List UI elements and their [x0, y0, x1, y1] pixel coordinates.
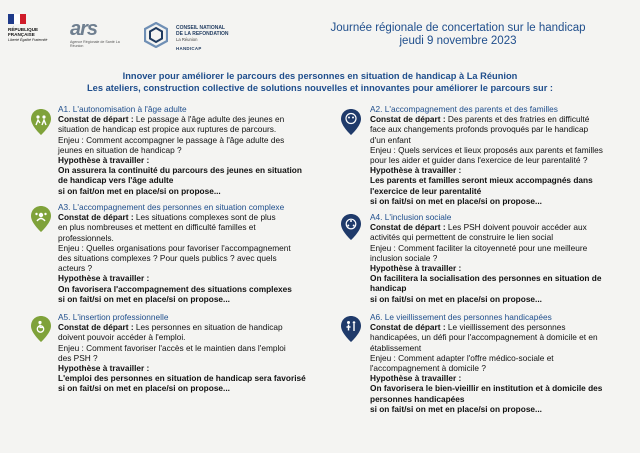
- intro-line-1: Innover pour améliorer le parcours des personnes en situation de handicap à La Réunion: [122, 71, 518, 81]
- workshop-title: A1. L'autonomisation à l'âge adulte: [58, 104, 187, 114]
- workshop-title: A6. Le vieillissement des personnes handicapées: [370, 312, 552, 322]
- constat-line: [58, 114, 302, 124]
- enjeu-text: des PSH ?: [58, 352, 98, 363]
- enjeu-text: Comment adapter l'offre médico-sociale et: [398, 352, 554, 363]
- workshop-block-4: [370, 212, 601, 304]
- cnr-line-3: La Réunion: [176, 37, 198, 42]
- constat-text: doivent pouvoir accéder à l'emploi.: [58, 332, 186, 343]
- autonomy-icon: [30, 108, 52, 136]
- constat-line: [58, 322, 306, 332]
- event-header: [328, 22, 588, 48]
- intro-heading: [0, 70, 640, 94]
- cnr-line-1: CONSEIL NATIONAL: [176, 25, 225, 31]
- closing-text: si on fait/si on met en place/si on propose...: [370, 293, 542, 304]
- event-title: Journée régionale de concertation sur le handicap: [330, 22, 586, 34]
- hypothesis-text: On favorisera l'accompagnement des situations complexes: [58, 283, 292, 294]
- closing-text: si on fait/si on met en place/si on propose...: [58, 293, 230, 304]
- cnr-line-4: HANDICAP: [176, 46, 202, 51]
- republique-line-1: RÉPUBLIQUE: [8, 27, 39, 32]
- ars-logo: [70, 20, 130, 48]
- constat-line: [370, 114, 603, 124]
- hypothesis-label: Hypothèse à travailler :: [58, 363, 150, 374]
- intro-line-2: Les ateliers, construction collective de solutions nouvelles et innovantes pour améliorer le parcours sur :: [86, 83, 553, 93]
- hypothesis-text: On assurera la continuité du parcours des jeunes en situation: [58, 165, 302, 176]
- workshop-block-5: [58, 312, 306, 394]
- enjeu-label: Enjeu :: [58, 134, 84, 145]
- ars-subtitle: Agence Régionale de Santé La Réunion: [70, 40, 120, 48]
- constat-label: Constat de départ :: [370, 222, 446, 233]
- hypothesis-text: personnes handicapées: [370, 393, 465, 404]
- enjeu-line: [370, 353, 602, 363]
- constat-line: [58, 212, 292, 222]
- hypothesis-text: Les parents et familles seront mieux accompagnés dans: [370, 175, 593, 186]
- enjeu-line: [58, 135, 302, 145]
- constat-text: face aux changements profonds provoqués par le handicap: [370, 124, 589, 135]
- hypothesis-text: de handicap vers l'âge adulte: [58, 175, 174, 186]
- constat-text: Les personnes en situation de handicap: [135, 322, 283, 333]
- constat-line: [370, 322, 602, 332]
- constat-line: [370, 222, 601, 232]
- constat-text: Le passage à l'âge adulte des jeunes en: [135, 114, 285, 125]
- constat-text: établissement: [370, 342, 422, 353]
- workshop-title: A2. L'accompagnement des parents et des familles: [370, 104, 558, 114]
- constat-text: Le vieillissement des personnes: [447, 322, 566, 333]
- enjeu-text: inclusion sociale ?: [370, 252, 438, 263]
- enjeu-line: [58, 243, 292, 253]
- hypothesis-text: L'emploi des personnes en situation de handicap sera favorisé: [58, 373, 306, 384]
- constat-text: activités qui permettent de construire le lien social: [370, 232, 554, 243]
- enjeu-text: Quels services et lieux proposés aux parents et familles: [398, 144, 603, 155]
- event-date: jeudi 9 novembre 2023: [399, 35, 517, 47]
- constat-label: Constat de départ :: [370, 114, 446, 125]
- enjeu-text: acteurs ?: [58, 263, 93, 274]
- enjeu-text: pour les aider et guider dans l'exercice de leur parentalité ?: [370, 155, 588, 166]
- closing-text: si on fait/si on met en place/si on propose...: [370, 195, 542, 206]
- hypothesis-label: Hypothèse à travailler :: [370, 373, 462, 384]
- marianne-flag-icon: [8, 14, 26, 24]
- enjeu-label: Enjeu :: [370, 144, 396, 155]
- constat-text: Les PSH doivent pouvoir accéder aux: [447, 222, 587, 233]
- ars-wordmark: ars: [70, 18, 98, 40]
- workshop-title: A5. L'insertion professionnelle: [58, 312, 169, 322]
- workshop-block-6: [370, 312, 602, 414]
- hypothesis-label: Hypothèse à travailler :: [58, 273, 150, 284]
- constat-text: en plus nombreuses et mettent en difficulté familles et: [58, 222, 256, 233]
- enjeu-line: [58, 343, 306, 353]
- constat-label: Constat de départ :: [58, 114, 134, 125]
- hypothesis-label: Hypothèse à travailler :: [370, 165, 462, 176]
- enjeu-text: jeunes en situation de handicap ?: [58, 144, 182, 155]
- constat-label: Constat de départ :: [58, 212, 134, 223]
- complex-situations-icon: [30, 205, 52, 233]
- workshop-block-2: [370, 104, 603, 206]
- hypothesis-text: On favorisera le bien-vieillir en institution et à domicile des: [370, 383, 603, 394]
- enjeu-text: Quelles organisations pour favoriser l'accompagnement: [86, 242, 291, 253]
- social-inclusion-icon: [340, 213, 362, 241]
- republique-motto: Liberté Égalité Fraternité: [8, 38, 48, 42]
- closing-text: si on fait/si on met en place/si on propose...: [370, 403, 542, 414]
- constat-text: d'un enfant: [370, 134, 411, 145]
- republique-francaise-logo: [8, 14, 56, 42]
- professional-insertion-icon: [30, 315, 52, 343]
- cnr-logo: [144, 22, 264, 52]
- cnr-hexagon-icon: [144, 22, 168, 48]
- workshop-block-1: [58, 104, 302, 196]
- enjeu-line: [370, 145, 603, 155]
- enjeu-label: Enjeu :: [58, 242, 84, 253]
- hypothesis-text: On facilitera la socialisation des personnes en situation de: [370, 273, 602, 284]
- enjeu-text: Comment faciliter la citoyenneté pour une meilleure: [398, 242, 588, 253]
- closing-text: si on fait/on met en place/si on propose...: [58, 185, 221, 196]
- constat-label: Constat de départ :: [58, 322, 134, 333]
- constat-text: Des parents et des fratries en difficulté: [447, 114, 590, 125]
- closing-text: si on fait/si on met en place/si on propose...: [58, 383, 230, 394]
- parents-icon: [340, 108, 362, 136]
- workshop-title: A4. L'inclusion sociale: [370, 212, 452, 222]
- enjeu-text: Comment accompagner le passage à l'âge adulte des: [86, 134, 285, 145]
- constat-text: handicapées, un défi pour l'accompagnement à domicile et en: [370, 332, 598, 343]
- constat-label: Constat de départ :: [370, 322, 446, 333]
- enjeu-line: [370, 243, 601, 253]
- workshop-title: A3. L'accompagnement des personnes en situation complexe: [58, 202, 285, 212]
- enjeu-text: Comment favoriser l'accès et le maintien dans l'emploi: [86, 342, 286, 353]
- enjeu-text: des situations complexes ? Pour quels publics ? avec quels: [58, 253, 277, 264]
- aging-icon: [340, 315, 362, 343]
- republique-line-2: FRANÇAISE: [8, 32, 35, 37]
- enjeu-label: Enjeu :: [370, 242, 396, 253]
- enjeu-text: l'accompagnement à domicile ?: [370, 363, 486, 374]
- enjeu-label: Enjeu :: [58, 342, 84, 353]
- hypothesis-text: handicap: [370, 283, 407, 294]
- workshop-block-3: [58, 202, 292, 304]
- hypothesis-label: Hypothèse à travailler :: [370, 263, 462, 274]
- hypothesis-text: l'exercice de leur parentalité: [370, 185, 482, 196]
- constat-text: Les situations complexes sont de plus: [135, 212, 276, 223]
- cnr-line-2: DE LA REFONDATION: [176, 31, 229, 37]
- enjeu-label: Enjeu :: [370, 352, 396, 363]
- constat-text: situation de handicap est propice aux ruptures de parcours.: [58, 124, 277, 135]
- constat-text: professionnels.: [58, 232, 114, 243]
- hypothesis-label: Hypothèse à travailler :: [58, 155, 150, 166]
